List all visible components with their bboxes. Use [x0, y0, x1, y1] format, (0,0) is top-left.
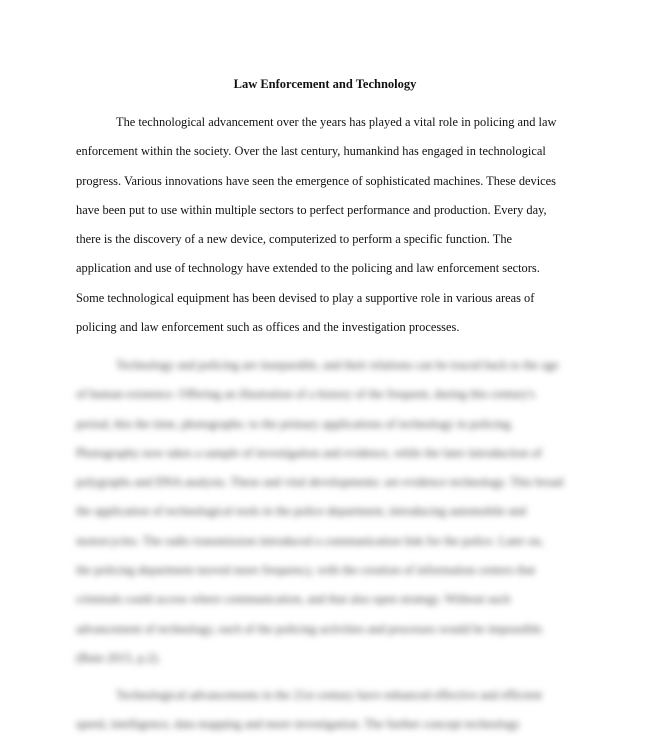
paragraph-line: progress. Various innovations have seen the emergence of sophisticated machines. These devices — [76, 173, 556, 188]
paragraph-line: application and use of technology have extended to the policing and law enforcement sectors. — [76, 261, 540, 276]
blurred-line: (Bain 2015, p.2). — [76, 650, 161, 665]
blurred-line: Technological advancements in the 21st century have enhanced effective and efficient — [116, 688, 542, 702]
paragraph-2-blurred — [76, 351, 576, 673]
blurred-line: advancement of technology, each of the policing activities and processes would be impossible. — [76, 621, 545, 636]
paragraph-3-blurred — [76, 681, 576, 740]
blurred-line: polygraphs and DNA analysis. These and vital developments: are evidence technology. This broad — [76, 475, 564, 490]
blurred-line: period, this the time, photographs: to the primary applications of technology in policing. — [76, 416, 514, 431]
paragraph-line: Some technological equipment has been devised to play a supportive role in various areas of — [76, 290, 535, 305]
document-title: Law Enforcement and Technology — [233, 77, 417, 91]
blurred-line: Photography now takes a sample of investigation and evidence, while the later introduction of — [76, 445, 542, 460]
blurred-line: criminals could access where communication, and that also open strategy. Without such — [76, 592, 511, 607]
blurred-line: motorcycles. The radio transmission introduced a communication link for the police. Later on, — [76, 533, 544, 548]
paragraph-1 — [76, 108, 576, 342]
blurred-line: of human existence. Offering an illustration of a history of the frequent, during this century's — [76, 387, 535, 402]
paragraph-line: policing and law enforcement such as offices and the investigation processes. — [76, 320, 460, 335]
paragraph-line: there is the discovery of a new device, computerized to perform a specific function. The — [76, 232, 513, 247]
paragraph-line: The technological advancement over the years has played a vital role in policing and law — [116, 115, 557, 129]
blurred-line: Technology and policing are inseparable, and their relations can be traced back to the age — [116, 358, 559, 372]
blurred-line: speed, intelligence, data mapping and more investigation. The further concept technology — [76, 717, 520, 732]
blurred-line: the policing department moved more frequency, with the creation of information centers that — [76, 563, 536, 578]
blurred-line: the application of technological tools in the police department, introducing automobile and — [76, 504, 527, 519]
paragraph-line: have been put to use within multiple sectors to perfect performance and production. Every day, — [76, 202, 547, 217]
paragraph-line: enforcement within the society. Over the last century, humankind has engaged in technological — [76, 144, 546, 159]
